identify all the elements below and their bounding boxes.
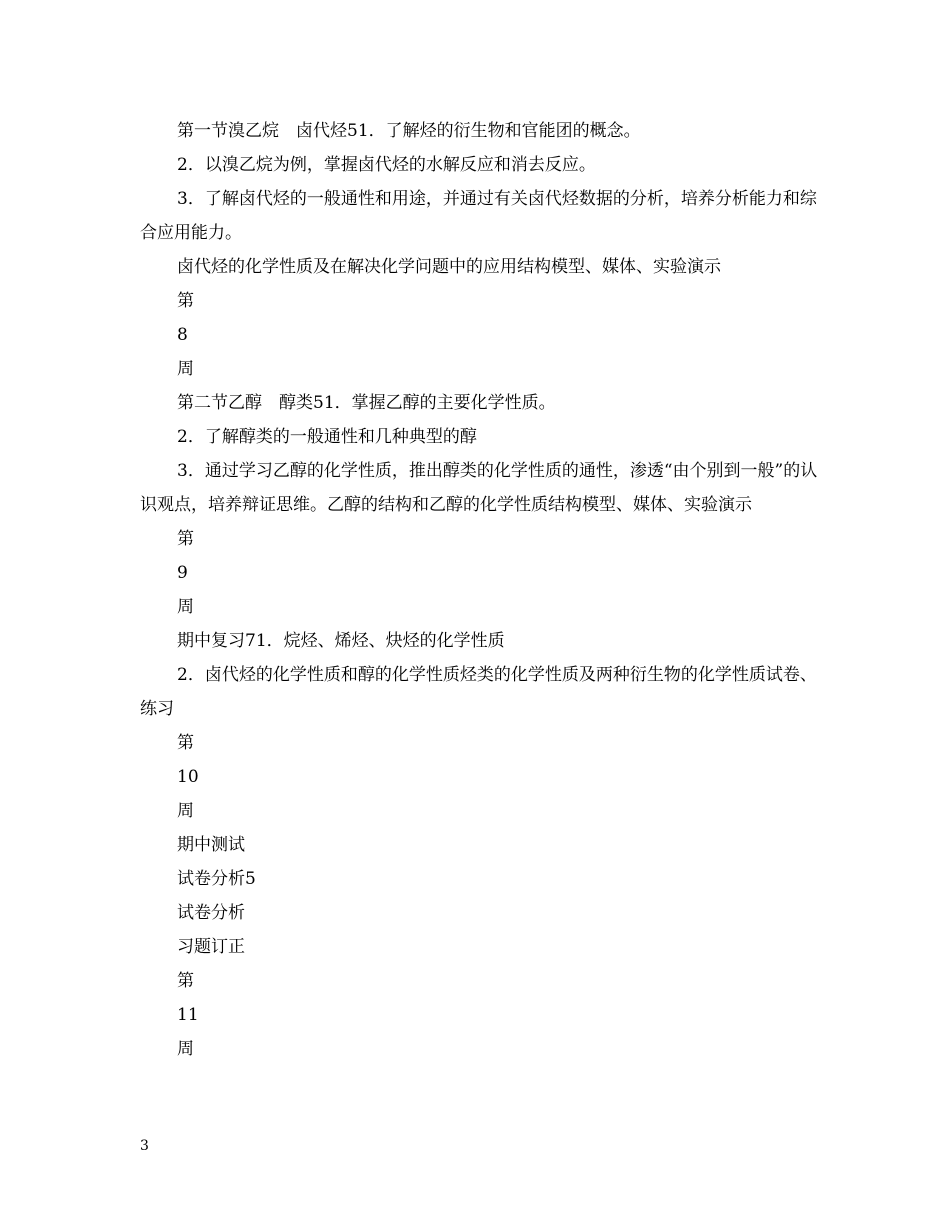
paragraph: 周 [177,359,194,379]
paragraph: 8 [177,325,188,345]
paragraph: 2．以溴乙烷为例，掌握卤代烃的水解反应和消去反应。 [177,155,596,175]
paragraph: 第二节乙醇 醇类51．掌握乙醇的主要化学性质。 [177,393,556,413]
paragraph: 卤代烃的化学性质及在解决化学问题中的应用结构模型、媒体、实验演示 [177,257,721,277]
paragraph: 试卷分析5 [177,869,256,889]
paragraph: 3．了解卤代烃的一般通性和用途，并通过有关卤代烃数据的分析，培养分析能力和综合应用能力。 [140,189,817,243]
paragraph: 周 [177,801,194,821]
paragraph: 期中复习71．烷烃、烯烃、炔烃的化学性质 [177,631,505,651]
paragraph: 周 [177,597,194,617]
paragraph: 2．了解醇类的一般通性和几种典型的醇 [177,427,477,447]
paragraph: 3．通过学习乙醇的化学性质，推出醇类的化学性质的通性，渗透“由个别到一般”的认识观点，培养辩证思维。乙醇的结构和乙醇的化学性质结构模型、媒体、实验演示 [140,461,818,515]
paragraph: 习题订正 [177,937,245,957]
paragraph: 第 [177,291,194,311]
page-number: 3 [140,1138,149,1154]
paragraph: 第 [177,733,194,753]
paragraph: 11 [177,1005,199,1025]
document-body [140,114,830,1066]
paragraph: 第 [177,971,194,991]
paragraph: 第一节溴乙烷 卤代烃51．了解烃的衍生物和官能团的概念。 [177,121,641,141]
paragraph: 第 [177,529,194,549]
paragraph: 试卷分析 [177,903,245,923]
paragraph: 期中测试 [177,835,245,855]
paragraph: 10 [177,767,199,787]
paragraph: 周 [177,1039,194,1059]
paragraph: 2．卤代烃的化学性质和醇的化学性质烃类的化学性质及两种衍生物的化学性质试卷、练习 [140,665,817,719]
paragraph: 9 [177,563,188,583]
